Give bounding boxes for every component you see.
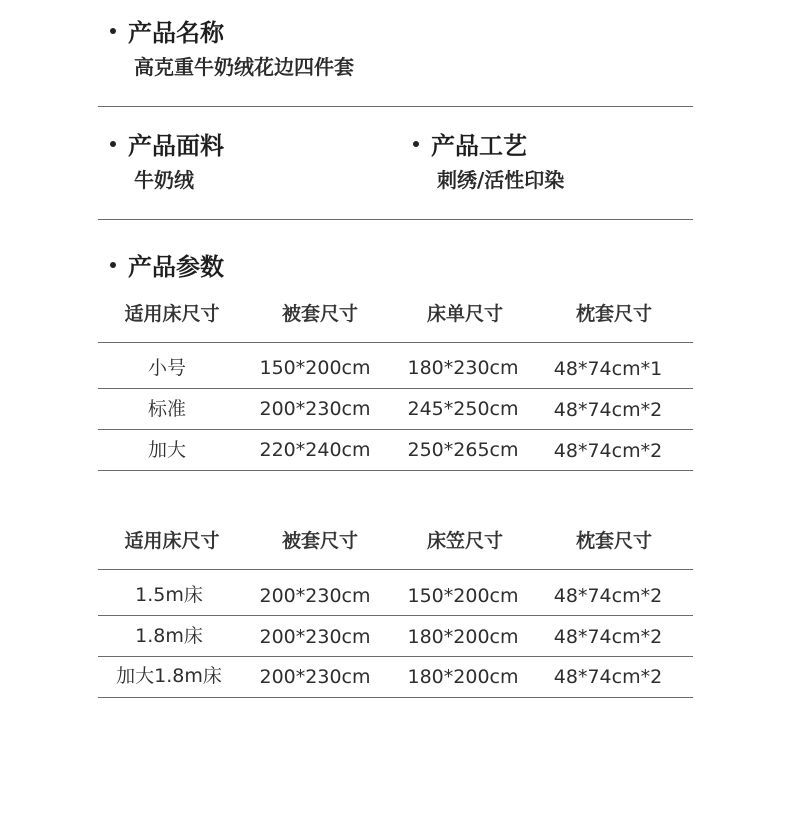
table-cell: 48*74cm*2 <box>553 666 663 688</box>
table-divider <box>98 569 693 570</box>
table-cell: 180*200cm <box>407 626 519 648</box>
product-params-heading <box>110 255 224 279</box>
table-header: 被套尺寸 <box>281 303 359 325</box>
table-header: 被套尺寸 <box>281 530 359 552</box>
table-header: 床单尺寸 <box>426 303 504 325</box>
bullet-dot-icon <box>110 28 116 34</box>
table-cell: 245*250cm <box>407 398 519 420</box>
table-cell: 小号 <box>147 357 187 379</box>
table-divider <box>98 470 693 471</box>
bullet-dot-icon <box>110 141 116 147</box>
table-cell: 加大1.8m床 <box>116 665 222 687</box>
table-header: 适用床尺寸 <box>124 303 220 325</box>
table-divider <box>98 388 693 389</box>
product-name-value: 高克重牛奶绒花边四件套 <box>134 55 354 79</box>
table-cell: 48*74cm*2 <box>553 440 663 462</box>
product-name-title: 产品名称 <box>128 19 224 47</box>
table-cell: 48*74cm*2 <box>553 626 663 648</box>
table-cell: 180*200cm <box>407 666 519 688</box>
table-cell: 200*230cm <box>259 666 371 688</box>
product-craft-heading <box>413 134 527 158</box>
table-cell: 1.5m床 <box>135 584 203 606</box>
table-cell: 150*200cm <box>407 585 519 607</box>
product-craft-value: 刺绣/活性印染 <box>437 168 565 192</box>
table-header: 床笠尺寸 <box>426 530 504 552</box>
product-fabric-value: 牛奶绒 <box>134 168 194 192</box>
table-divider <box>98 342 693 343</box>
table-divider <box>98 615 693 616</box>
table-cell: 250*265cm <box>407 439 519 461</box>
table-header: 枕套尺寸 <box>575 530 653 552</box>
table-divider <box>98 697 693 698</box>
table-cell: 标准 <box>147 398 187 420</box>
bullet-dot-icon <box>110 262 116 268</box>
table-cell: 200*230cm <box>259 398 371 420</box>
product-name-heading <box>110 21 224 45</box>
table-divider <box>98 656 693 657</box>
product-fabric-heading <box>110 134 224 158</box>
table-cell: 180*230cm <box>407 357 519 379</box>
table-cell: 加大 <box>147 439 187 461</box>
product-craft-title: 产品工艺 <box>431 132 527 160</box>
product-params-title: 产品参数 <box>128 253 224 281</box>
divider <box>98 219 693 220</box>
table-header: 枕套尺寸 <box>575 303 653 325</box>
table-cell: 150*200cm <box>259 357 371 379</box>
bullet-dot-icon <box>413 141 419 147</box>
table-header: 适用床尺寸 <box>124 530 220 552</box>
table-cell: 200*230cm <box>259 585 371 607</box>
table-cell: 1.8m床 <box>135 625 203 647</box>
divider <box>98 106 693 107</box>
table-cell: 48*74cm*1 <box>553 358 663 380</box>
table-cell: 48*74cm*2 <box>553 585 663 607</box>
table-cell: 220*240cm <box>259 439 371 461</box>
table-cell: 200*230cm <box>259 626 371 648</box>
table-cell: 48*74cm*2 <box>553 399 663 421</box>
table-divider <box>98 429 693 430</box>
product-fabric-title: 产品面料 <box>128 132 224 160</box>
